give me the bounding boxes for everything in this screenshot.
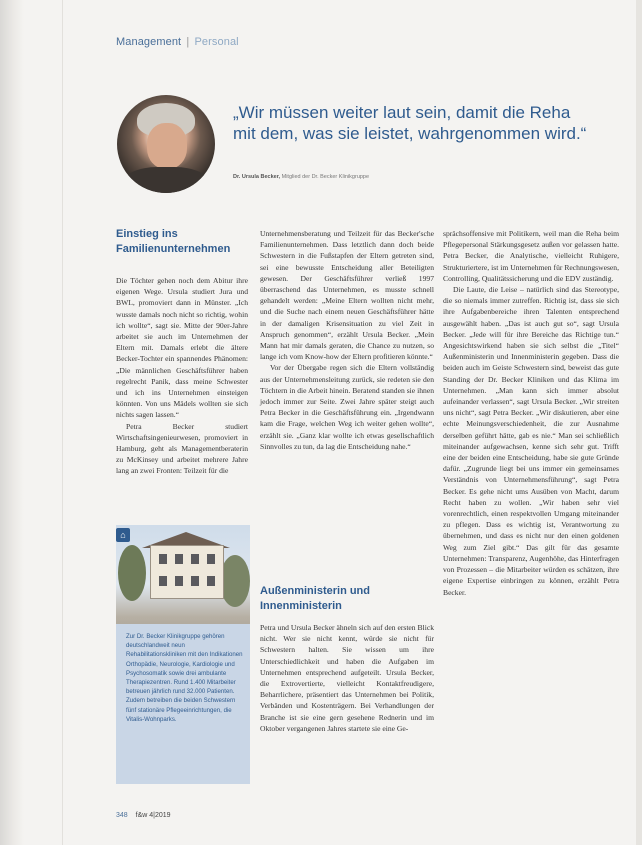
tree-left: [118, 545, 146, 601]
column-3: [443, 228, 619, 598]
window: [191, 576, 199, 586]
portrait-body: [123, 167, 209, 193]
tree-right: [220, 555, 250, 607]
window: [207, 554, 215, 564]
page-edge: [636, 0, 642, 845]
paragraph: Unternehmensberatung und Teilzeit für das Becker'sche Familienunternehmen. Dass letztlich dann doch beide Schwestern in die Fußstapfen der Eltern getreten sind, sei eine bewusste Entscheidung aller Beteiligten gewesen. Der Geschäftsführer verließ 1997 überraschend das Unternehmen, es musste schnell gehandelt werden: „Meine Eltern wollten nicht mehr, und die Suche nach einem neuen Geschäftsführer hätte in der damaligen Krisensituation zu viel Zeit in Anspruch genommen“, erzählt Ursula Becker. „Mein Mann hat mir damals geraten, die Chance zu nutzen, so lange ich vom Know-how der Eltern profitieren könnte.“: [260, 229, 434, 362]
paragraph: Die Töchter gehen noch dem Abitur ihre eigenen Wege. Ursula studiert Jura und BWL, promoviert dann in Münster. „Ich wusste damals noch nicht so richtig, wohin ich wollte“, sagt sie. Mitte der 90er-Jahre arbeitet sie auch im Unternehmen der Eltern mit. Damals erlebt die ältere Becker-Tochter ein spannendes Phänomen: „Die männlichen Geschäftsführer haben regelrecht Panik, dass meine Schwester und ich ins Unternehmen einsteigen könnten. Von uns Mädels wollten sie sich nichts sagen lassen.“: [116, 276, 248, 420]
window: [175, 554, 183, 564]
column-2-top: [260, 228, 434, 452]
column-1: [116, 275, 248, 477]
paragraph: Petra und Ursula Becker ähneln sich auf den ersten Blick nicht. Wer sie nicht kennt, würde sie nicht für Schwestern halten. Sie wissen um ihre Unterschiedlichkeit und haben die Aufgaben im Unternehmen entsprechend aufgeteilt. Ursula Becker, die Extrovertierte, vielleicht Kontaktfreudigere, Beharrlichere, präsentiert das Unternehmen bei Politik, Verbänden und Kostenträgern. Bei Verhandlungen der Branche ist sie eine gern gesehene Rednerin und im Oktober vergangenen Jahres startete sie eine Ge-: [260, 623, 434, 733]
portrait-face: [147, 123, 187, 169]
paragraph: sprächsoffensive mit Politikern, weil man die Reha beim Pflegepersonal Stärkungsgesetz außen vor gelassen hatte. Petra Becker, die Analytische, vielleicht Ruhigere, Strukturiertere, ist im Unternehmen für Rechnungswesen, Controlling, Qualitätssicherung und die EDV zuständig.: [443, 229, 619, 283]
heading-aussenministerin: Außenministerin und Innenministerin: [260, 585, 370, 612]
page-spine-shadow: [0, 0, 24, 845]
page-number: 348: [116, 812, 128, 819]
house-icon: ⌂: [116, 528, 130, 542]
paragraph: Petra Becker studiert Wirtschaftsingenieurwesen, promoviert in Hamburg, geht als Managementberaterin zu McKinsey und arbeitet mehrere Jahre lang an zwei Fronten: Teilzeit für die: [116, 421, 248, 476]
window: [159, 554, 167, 564]
window: [159, 576, 167, 586]
publication-title: f&w 4|2019: [135, 812, 171, 819]
villa-building: [150, 545, 224, 599]
section-label: [116, 36, 239, 48]
page-footer: [116, 812, 171, 819]
paragraph: Vor der Übergabe regen sich die Eltern vollständig aus der Unternehmensleitung zurück, sie redeten sie den Töchtern in die Arbeit hinein. Beratend standen sie ihnen jedoch immer zur Seite. Zwei Jahre später steigt auch Petra Becker in die Geschäftsführung ein. „Irgendwann kam die Frage, welchen Weg ich weiter gehen wollte“, erzählt sie. „Ganz klar wollte ich etwas gesellschaftlich Sinnvolles zu tun, da lag die Entscheidung nahe.“: [260, 363, 434, 451]
window: [191, 554, 199, 564]
portrait-photo: [117, 95, 215, 193]
section-name: Management: [116, 36, 182, 48]
window: [207, 576, 215, 586]
heading-einstieg: Einstieg ins Familienunternehmen: [116, 228, 231, 255]
section-separator: |: [186, 36, 190, 48]
quote-author: Dr. Ursula Becker,: [233, 174, 281, 180]
quote-caption: [233, 174, 369, 180]
info-box-text: Zur Dr. Becker Klinikgruppe gehören deutschlandweit neun Rehabilitationskliniken mit den Indikationen Orthopädie, Neurologie, Kardiologie und Psychosomatik sowie drei ambulante Therapiezentren. Rund 1.400 Mitarbeiter betreuen jährlich rund 32.000 Patienten. Zudem betreiben die beiden Schwestern fünf stationäre Pflegeeinrichtungen, die Vitalis-Wohnparks.: [126, 633, 243, 723]
paragraph: Die Laute, die Leise – natürlich sind das Stereotype, die so niemals immer zutreffen. Richtig ist, dass sie sich ihre Aufgabenbereiche ihren Talenten entsprechend ausgewählt haben. „Das ist auch gut so“, sagt Ursula Becker. „Jede will für ihre Bereiche das Richtige tun.“ Angesichtswirkend haben sie sich selbst die „Titel“ Außenministerin und Innenministerin gegeben. Dass die beiden auch im Geiste Schwestern sind, beweist das gute Standing der Dr. Becker Kliniken und das Klima im Unternehmen. „Man kann sich immer absolut aufeinander verlassen“, sagt Ursula Becker. „Wir streiten uns nicht“, sagt Petra Becker. „Wir diskutieren, aber eine echte Meinungsverschiedenheit, die zur Ausnahme derselben geführt hätte, gab es nie.“ Man sei schließlich miteinander aufgewachsen, kenne sich sehr gut. Trifft eine der beiden eine Entscheidung, habe sie gute Gründe dafür. „Zugrunde liegt bei uns immer ein gemeinsames Verständnis von Unternehmensführung“, sagt Petra Becker. Es gehe nicht ums Ausüben von Macht, darum Recht haben zu wollen. „Wir haben sehr viel vorenrechtlich, einen respektvollen Umgang miteinander zu pflegen. Dass es wichtig ist, Verantwortung zu übernehmen, und dass es nicht nur den einen goldenen Weg zum Ziel gibt.“ Das gilt für das gesamte Unternehmen: Transparenz, Augenhöhe, das Hinterfragen von Prozessen – die Mitarbeiter würden es schätzen, ihre eigene Expertise einbringen zu können, erzählt Petra Becker.: [443, 285, 619, 597]
column-2-bottom: [260, 622, 434, 734]
quote-role: Mitglied der Dr. Becker Klinikgruppe: [281, 174, 370, 180]
gutter-line: [62, 0, 63, 845]
subsection-name: Personal: [194, 36, 239, 48]
pull-quote: „Wir müssen weiter laut sein, damit die Reha mit dem, was sie leistet, wahrgenommen wird.“: [233, 103, 587, 143]
window: [175, 576, 183, 586]
